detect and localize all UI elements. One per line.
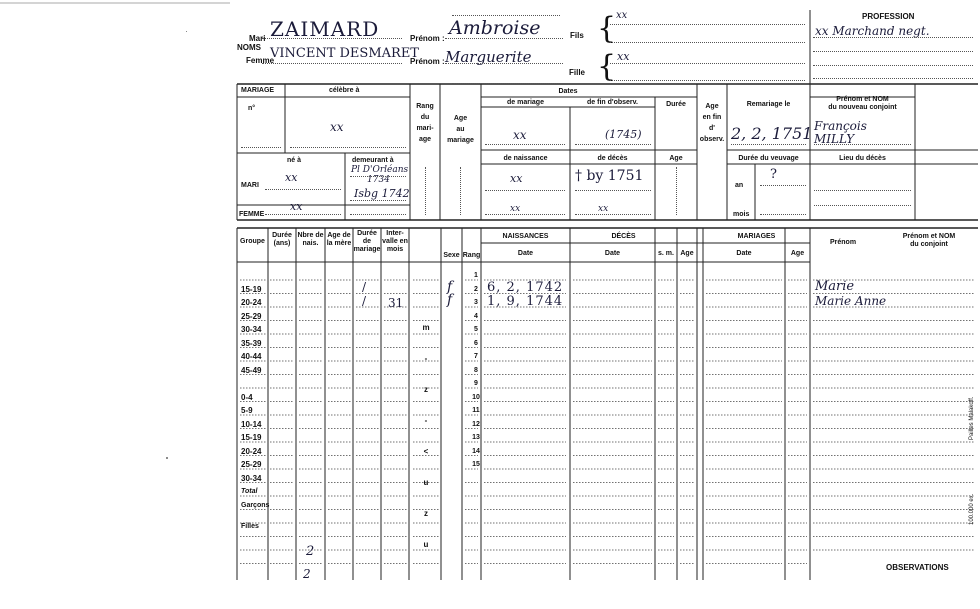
rang-number: 5 [474,326,478,333]
rang-number: 7 [474,353,478,360]
dm-line [485,144,565,145]
fille-brace: { [597,49,617,84]
age-mere-label [325,232,353,248]
rang-number: 4 [474,312,478,320]
dmar-l1: de [362,238,372,245]
pnc-l0: Prénom et NOM [902,233,956,240]
va-line [760,185,806,186]
fils-mark: xx [616,10,628,21]
mari-ne-value: xx [285,171,298,184]
mois-label: mois [733,211,750,218]
prenom-col-label: Prénom [830,239,857,246]
no-line [241,147,281,148]
dur-vdot [676,167,677,215]
fils-line2 [610,42,805,43]
fin-observ-value: (1745) [605,128,642,141]
mar-date-label: Date [736,250,752,257]
pn-l0: Prénom et NOM [836,96,889,103]
pn-l1: du nouveau conjoint [828,104,897,111]
child2-prenom: Marie Anne [815,294,887,308]
rang-l1: du [420,114,430,121]
rang-number: 11 [472,407,480,414]
dcm-line [575,190,651,191]
age-vdot [460,167,461,215]
lieu-line2 [814,205,911,206]
femme-name-line [262,63,402,64]
nouveau-conjoint-value: François MILLY [814,119,867,146]
mariages-label: MARIAGES [737,233,776,240]
mari-name-line [262,38,402,39]
fils-label: Fils [570,31,584,40]
dmar-l0: Durée [357,230,377,237]
child1-date: 6, 2, 1742 [487,280,564,295]
groupe-row-label: 30-34 [241,325,262,334]
intervalle-label [381,230,409,254]
rang-number: 8 [474,366,478,374]
age-l0: Age [453,115,468,122]
deces-label: DÉCÈS [611,233,636,240]
rang-label: Rang [462,252,481,259]
veuvage-an-value: ? [770,167,777,182]
total-value: 2 [306,544,315,559]
femme-ne-line [265,214,341,215]
age-mariage-label [440,113,481,146]
rang-number: 9 [474,380,478,387]
prenom-nom-conjoint-label [880,233,978,249]
profession-label: PROFESSION [862,12,915,21]
fils-brace: { [597,11,617,46]
naissance-mari-value: xx [510,172,523,185]
naissance-femme-value: xx [510,204,521,214]
groupe-row-label: 0-4 [241,392,253,402]
child2-date: 1, 9, 1744 [487,294,564,309]
groupe-row-label: 30-34 [241,473,262,483]
naissances-label: NAISSANCES [502,233,549,240]
deces-femme-value: xx [598,204,609,214]
noms-label: NOMS [237,43,261,52]
age-l2: mariage [447,137,474,144]
agefin-l2: d' [709,125,715,132]
demeurant-line1: Pl D'Orléans [351,165,409,175]
an-label: an [735,182,744,189]
naiss-date-label: Date [517,250,534,257]
groupe-label: Groupe [240,238,265,245]
mari-prenom: Ambroise [449,17,541,39]
dem-line1 [350,176,406,177]
paper-speck-1 [166,457,168,459]
rang-l2: mari- [416,125,434,132]
summary-row-label: Garçons [241,501,270,509]
groupe-row-label: 20-24 [241,446,262,456]
mar-age-label: Age [790,250,805,257]
vertical-letter: z [424,385,428,394]
da-l0: Durée [272,232,292,239]
fin-observ-label: de fin d'observ. [587,99,638,106]
femme-label: Femme [246,56,275,65]
femme-prenom: Marguerite [445,48,532,66]
nf-line [485,214,565,215]
mari-name: ZAIMARD [270,17,380,41]
child1-sexe: f [447,279,453,295]
vertical-letter: m [422,323,430,332]
mari-row-label: MARI [241,182,259,189]
int-l1: valle en [382,238,408,245]
prof-line2 [813,51,973,52]
child2-sexe: f [447,292,453,308]
sexe-label: Sexe [443,252,460,259]
demeurant-line3: Isbg 1742 [354,187,410,200]
publisher-text: Pailles Malakoff. [969,396,975,440]
demeurant-label: demeurant à [352,157,394,164]
int-l2: mois [386,246,404,253]
paper-speck-2 [186,31,187,32]
duree-veuvage-label: Durée du veuvage [738,155,799,162]
celebre-value: xx [330,120,344,134]
am-l0: Age de [327,232,351,239]
vertical-letter: < [423,447,429,456]
rang-number: 10 [472,393,480,401]
prenom-label-mari: Prénom : [410,34,445,43]
celebre-line [290,147,406,148]
no-label: n° [248,105,256,112]
rang-number: 6 [474,339,478,347]
agefin-l1: en fin [702,114,722,121]
rang-number: 14 [472,447,480,455]
summary-row-label: Filles [241,523,259,531]
da-l1: (ans) [273,240,291,247]
groupe-row-label: 5-9 [241,406,253,415]
mari-label: Mari [249,34,266,43]
nm-line [485,190,565,191]
child2-intervalle: 31 [388,296,404,310]
celebre-label: célèbre à [329,87,360,94]
observations-label: OBSERVATIONS [886,563,949,572]
pnc-l1: du conjoint [910,241,948,248]
child2-duree-mariage: / [362,294,367,308]
femme-prenom-line [445,63,563,64]
child1-prenom: Marie [815,279,855,294]
agefin-l3: observ. [699,136,725,143]
groupe-row-label: 25-29 [241,311,262,321]
vertical-letter: - [424,354,428,363]
int-l0: Inter- [386,230,404,237]
rang-mariage-label [410,101,440,145]
groupe-row-label: 40-44 [241,352,262,361]
groupe-row-label: 45-49 [241,365,262,375]
nouveau-conjoint-label [810,96,915,112]
age-label2: Age [669,155,683,162]
femme-ne-value: xx [290,200,303,213]
age-l1: au [456,126,465,133]
mariage-title: MARIAGE [241,87,275,94]
nb-l1: nais. [302,240,319,247]
lieu-line1 [814,190,911,191]
prenom-label-femme: Prénom : [410,57,445,66]
remariage-label: Remariage le [746,101,791,108]
dcf-line [575,214,651,215]
fille-line2 [610,80,805,81]
groupe-row-label: 20-24 [241,298,262,307]
nc-line [814,144,911,145]
mari-prenom-line [445,38,563,39]
mari-ne-line [265,189,341,190]
rang-vdot [425,167,426,215]
sm-label: s. m. [658,250,674,257]
bottom-dots [452,83,560,84]
vertical-letter: - [424,416,428,425]
femme-row-label: FEMME [239,211,265,218]
de-mariage-label: de mariage [507,99,544,106]
profession-value: xx Marchand negt. [815,24,930,38]
dmar-l2: mariage [353,246,381,253]
rang-number: 12 [472,420,480,428]
fo-line [575,144,651,145]
rang-l0: Rang [416,103,434,110]
groupe-row-label: 15-19 [241,284,262,294]
demeurant-line2: 1734 [367,175,390,185]
vertical-letter: u [423,540,429,549]
femme-name: VINCENT DESMARET [270,46,419,61]
filles-value: 2 [303,567,311,581]
fille-label: Fille [569,68,586,77]
print-run-text: 100.000 ex. [969,493,975,525]
de-naissance-label: de naissance [503,155,548,162]
prof-line4 [813,78,973,79]
dem-line3 [350,214,406,215]
prof-line1 [813,37,973,38]
rang-number: 1 [474,272,478,279]
dem-line2 [350,200,406,201]
age-fin-label [697,101,727,145]
groupe-row-label: 35-39 [241,338,262,348]
dates-label: Dates [558,88,578,95]
rang-number: 2 [474,285,478,293]
deces-date-label: Date [604,250,621,257]
groupe-row-label: 15-19 [241,433,262,442]
nbre-label [296,232,325,248]
duree-ans-label [268,232,296,248]
groupe-row-label: 25-29 [241,460,262,469]
vertical-letter: z [424,509,428,518]
rang-l3: age [418,136,432,143]
child1-duree-mariage: / [362,280,367,294]
de-deces-label: de décès [597,155,628,162]
fille-mark: xx [617,50,630,63]
deces-age-label: Age [680,250,694,257]
duree-label: Durée [666,101,686,108]
rang-number: 13 [472,434,480,441]
rang-number: 3 [474,299,478,306]
ne-label: né à [287,157,302,164]
deces-mari-value: † by 1751 [575,168,644,184]
summary-row-label: Total [241,488,258,495]
fille-line1 [610,63,805,64]
prof-line3 [813,65,973,66]
vertical-letter: u [423,478,429,487]
top-dots [452,15,560,16]
rem-line [731,144,806,145]
nb-l0: Nbre de [297,232,324,239]
am-l1: la mère [326,240,352,247]
agefin-l0: Age [705,103,719,110]
lieu-deces-label: Lieu du décès [839,155,886,162]
vm-line [760,214,806,215]
groupe-row-label: 10-14 [241,419,262,429]
rang-number: 15 [472,461,480,468]
date-mariage-value: xx [513,128,527,142]
fils-line1 [610,24,805,25]
duree-mariage-label [353,230,381,254]
remariage-value: 2, 2, 1751 [731,124,813,143]
